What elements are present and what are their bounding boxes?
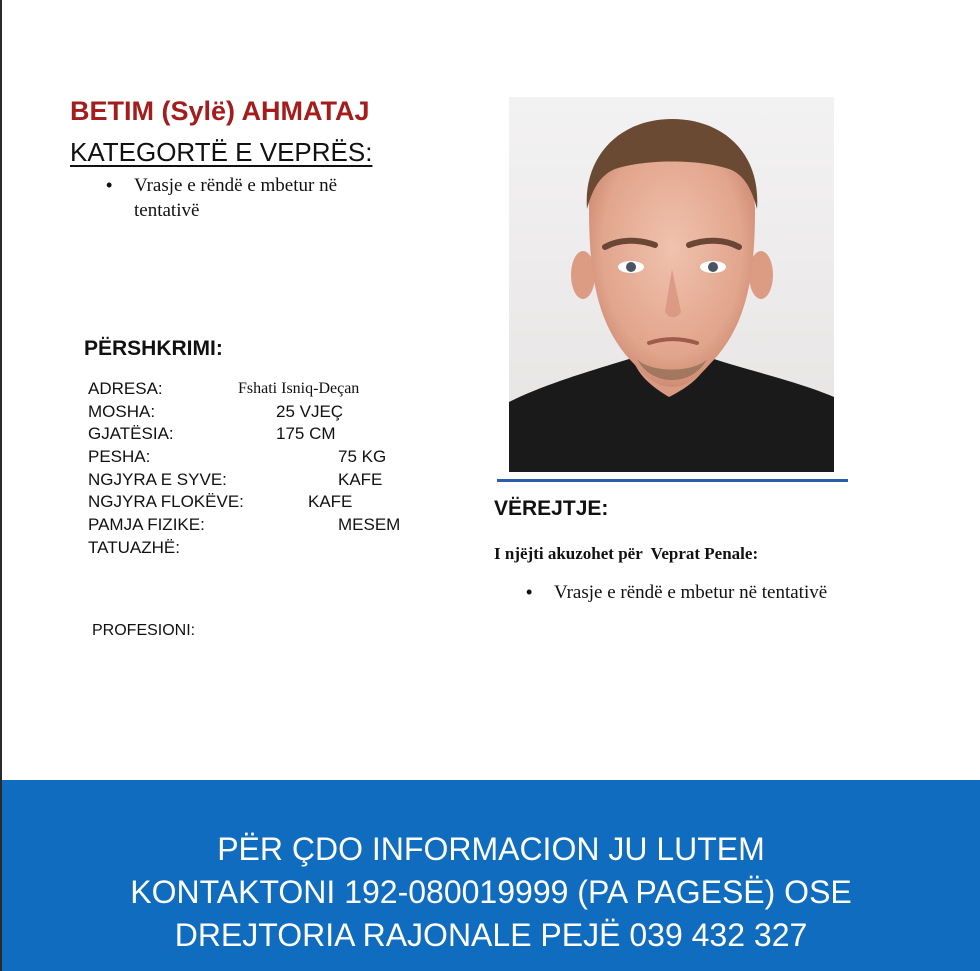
detail-value: MESEM xyxy=(338,515,401,535)
accused-text: I njëjti akuzohet për Veprat Penale: xyxy=(494,544,759,563)
profession-label: PROFESIONI: xyxy=(92,622,196,639)
detail-label: GJATËSIA: xyxy=(88,424,174,444)
detail-value: 75 KG xyxy=(338,447,387,467)
footer-line: DREJTORIA RAJONALE PEJË 039 432 327 xyxy=(174,917,808,953)
suspect-name: BETIM (Sylë) AHMATAJ xyxy=(70,96,370,126)
detail-label: NGJYRA FLOKËVE: xyxy=(88,492,244,512)
description-title: PËRSHKRIMI: xyxy=(84,337,223,360)
detail-label: PESHA: xyxy=(88,447,151,467)
footer-line: PËR ÇDO INFORMACION JU LUTEM xyxy=(217,831,765,867)
detail-label: TATUAZHË: xyxy=(88,537,180,557)
detail-label: ADRESA: xyxy=(88,379,163,398)
detail-value: Fshati Isniq-Deçan xyxy=(238,380,360,397)
detail-value: KAFE xyxy=(308,492,353,512)
detail-label: NGJYRA E SYVE: xyxy=(88,469,227,489)
crime-item: • Vrasje e rëndë e mbetur në tentativë xyxy=(106,173,406,223)
divider-rule xyxy=(497,479,848,482)
remarks-crime-item: • Vrasje e rëndë e mbetur në tentativë xyxy=(526,580,846,605)
detail-value: KAFE xyxy=(338,469,383,489)
remarks-title: VËREJTJE: xyxy=(494,497,609,520)
contact-footer xyxy=(2,780,980,971)
category-title: KATEGORTË E VEPRËS: xyxy=(70,137,373,167)
detail-label: MOSHA: xyxy=(88,401,156,421)
detail-label: PAMJA FIZIKE: xyxy=(88,515,205,535)
detail-value: 25 VJEÇ xyxy=(276,401,344,421)
detail-value: 175 CM xyxy=(276,424,336,444)
crime-list xyxy=(106,173,406,223)
remarks-crime-list xyxy=(526,580,846,605)
footer-line: KONTAKTONI 192-080019999 (PA PAGESË) OSE xyxy=(130,874,852,910)
suspect-photo xyxy=(509,97,834,472)
